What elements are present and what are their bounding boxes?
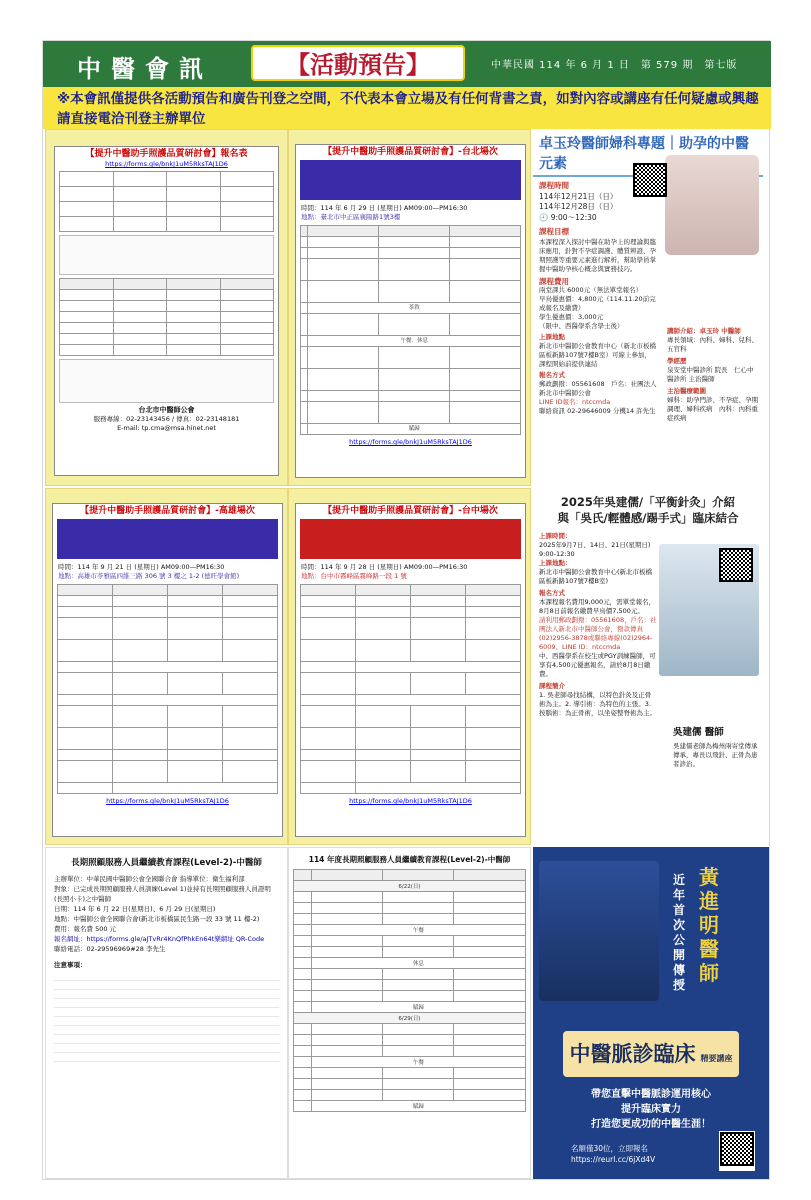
issue-info: 中華民國 114 年 6 月 1 日 第 579 期 第七版 xyxy=(491,60,738,71)
zhuo-fee-1: 兩堂課共 6000元（無法單堂報名） xyxy=(539,285,643,294)
wu-ad xyxy=(533,488,763,847)
wu-title-b: 與「吳氏/輕體感/踢手式」臨床結合 xyxy=(557,511,739,525)
huang-qr[interactable] xyxy=(719,1131,755,1171)
zhuo-time-1: 114年12月21日（日） xyxy=(539,191,618,201)
huang-subtitle: 精要講座 xyxy=(700,1054,733,1063)
huang-vertical-b: 黃進明醫師 xyxy=(699,865,719,985)
ltc-end-2: 賦歸 xyxy=(311,1101,525,1112)
ltc-lunch-2: 午餐 xyxy=(311,1057,525,1068)
ltc-title: 長期照顧服務人員繼續教育課程(Level-2)-中醫師 xyxy=(71,858,262,868)
registration-card xyxy=(45,129,288,486)
zhuo-pay: 郵政劃撥：05561608 戶名：社團法人新北市中醫師公會 xyxy=(539,379,657,397)
wu-bio: 吳建儒老師為梅州兩寄堂傳承傳承，專長以飛針、正骨為患者診治。 xyxy=(673,742,758,768)
zhuo-teacher-heading: 講師介紹：卓玉玲 中醫師 xyxy=(667,327,741,335)
zhuo-time-heading: 課程時間 xyxy=(539,181,569,190)
zhuo-spec-heading: 主治醫療範圍 xyxy=(667,387,706,395)
kaohsiung-url[interactable]: https://forms.gle/bnkJ1uM5RksTAJ1D6 xyxy=(106,797,229,805)
huang-photo xyxy=(539,861,659,1001)
kaohsiung-title: 【提升中醫助手照護品質研討會】-高雄場次 xyxy=(80,506,255,516)
ltc-lunch-1: 午餐 xyxy=(311,925,525,936)
taichung-date: 時間：114 年 9 月 28 日 (星期日) AM09:00—PM16:30 xyxy=(301,563,468,571)
wu-place-heading: 上課地點： xyxy=(539,559,572,567)
wu-qr[interactable] xyxy=(719,548,753,586)
wu-signup-2: 請利用郵政劃撥：05561608，戶名：社團法人新北市中醫師公會，撥款傳真(02)2956-3878或聯絡專線(02)2964-6009、LINE ID：ntccmda xyxy=(539,616,657,651)
zhuo-fee-heading: 課程費用 xyxy=(539,276,569,286)
zhuo-time-2: 114年12月28日（日） xyxy=(539,202,618,211)
kaohsiung-banner xyxy=(57,519,278,559)
kaohsiung-place: 地點：高雄市苓雅區四維三路 306 號 3 樓之 1-2 (德旺學會館) xyxy=(58,572,240,580)
wu-content: 1. 吳老師尋找結構，以特色針灸及正骨術為主。2. 導引術：為特色的主張。3. 按腦術：為正骨術，以坐姿整脊術為主。 xyxy=(539,691,656,717)
taichung-sheet xyxy=(295,503,526,837)
ltc-line-6[interactable]: 報名網址：https://forms.gle/aJTvRr4KnQfPhkEn64t樂網址 QR-Code xyxy=(54,935,265,943)
header-bar xyxy=(43,41,771,87)
zhuo-exp: 泉安堂中醫診所 院長 仁心中醫診所 主治醫師 xyxy=(667,366,754,383)
huang-line-3: 打造您更成功的中醫生涯！ xyxy=(591,1119,711,1130)
taipei-lunch: 午餐．休息 xyxy=(308,336,521,347)
taichung-card xyxy=(288,488,531,845)
huang-ad xyxy=(533,847,769,1179)
zhuo-title: 卓玉玲醫師婦科專題｜助孕的中醫元素 xyxy=(533,129,763,177)
registration-form xyxy=(54,146,279,476)
wu-signup-heading: 報名方式 xyxy=(539,589,565,597)
ltc-notice xyxy=(45,847,288,1179)
zhuo-line: LINE ID報名：ntccmda xyxy=(539,397,611,406)
zhuo-goal-heading: 課程目標 xyxy=(539,227,569,236)
ltc-end-1: 賦歸 xyxy=(311,1002,525,1013)
taipei-end: 賦歸 xyxy=(308,424,521,435)
ltc-line-4: 地點：中醫師公會全國聯合會(新北市板橋區民生路一段 33 號 11 樓-2) xyxy=(54,915,260,923)
taipei-url[interactable]: https://forms.gle/bnkJ1uM5RksTAJ1D6 xyxy=(349,438,472,446)
ltc-line-1: 主辦單位：中華民國中醫師公會全國聯合會 指導單位：衛生福利部 xyxy=(54,875,245,883)
zhuo-fee-3: 學生優惠價：3,000元 xyxy=(539,312,604,321)
wu-doctor: 吳建儒 醫師 xyxy=(673,727,724,738)
taipei-place: 地點：臺北市中正區襄陽路1號3樓 xyxy=(301,213,401,221)
zhuo-fee-4: （限中、西醫學系含學士後） xyxy=(539,321,624,330)
taichung-place: 地點：台中市霧峰區霧峰路一段 1 號 xyxy=(301,572,407,580)
zhuo-fee-2: 早鳥優惠價：4,800元（114.11.20前完成報名及繳費） xyxy=(539,294,656,312)
taipei-title: 【提升中醫助手照護品質研討會】-台北場次 xyxy=(323,147,498,157)
zhuo-qr[interactable] xyxy=(633,163,667,201)
zhuo-phone: 聯絡資訊 02-29646009 分機14 許先生 xyxy=(539,406,656,415)
ltc-notice-body xyxy=(54,972,279,1068)
ltc-day-2: 6/29(日) xyxy=(294,1013,526,1024)
zhuo-time-3: 🕘 9:00～12:30 xyxy=(539,212,597,222)
registration-email: E-mail: tp.cma@msa.hinet.net xyxy=(117,424,216,432)
huang-main-title: 中醫脈診臨床 xyxy=(569,1042,696,1066)
huang-vertical-a: 近年首次公開傳授 xyxy=(673,873,686,992)
doctor-photo xyxy=(665,155,759,255)
ltc-break-1: 休息 xyxy=(311,958,525,969)
taipei-schedule xyxy=(300,225,521,435)
kaohsiung-date: 時間：114 年 9 月 21 日 (星期日) AM09:00—PM16:30 xyxy=(58,563,225,571)
zhuo-goal: 本課程深入探討中醫在助孕上的理論與臨床應用，針對不孕症調護、體質辨證、孕期照護等重要元素進行解析，幫助學員掌握中醫助孕核心概念與實務技巧。 xyxy=(539,237,656,273)
taipei-card xyxy=(288,129,531,486)
taichung-schedule xyxy=(300,584,521,794)
ltc-schedule xyxy=(288,847,531,1179)
zhuo-spec: 婦科：助孕門診、不孕症、孕期調理、婦科疾病 內科：內科重症疾病 xyxy=(667,396,758,422)
ltc-table-title: 114 年度長期照顧服務人員繼續教育課程(Level-2)-中醫師 xyxy=(308,855,511,864)
zhuo-pay-heading: 報名方式 xyxy=(539,370,565,379)
kaohsiung-sheet xyxy=(52,503,283,837)
ltc-notice-heading: 注意事項： xyxy=(54,961,87,969)
fee-table xyxy=(59,278,274,356)
wu-title-a: 2025年吳建儒/「平衡針灸」介紹 xyxy=(560,495,736,509)
ltc-line-3: 日期：114 年 6 月 22 日(星期日)、6 月 29 日(星期日) xyxy=(54,905,216,913)
ltc-day-1: 6/22(日) xyxy=(294,881,526,892)
huang-url[interactable]: https://reurl.cc/6jXd4V xyxy=(571,1155,656,1164)
wu-date: 2025年9月7日、14日、21日(星期日) 9:00-12:30 xyxy=(539,541,651,558)
wu-signup-3: 中、西醫學系在校生或PGY訓練醫師，可享有4,500元優惠報名，請於8月8日繳費。 xyxy=(539,652,656,678)
registration-contact: 服務專線：02-23143456 / 傳真：02-23148181 xyxy=(93,415,240,423)
wu-content-heading: 課程簡介 xyxy=(539,682,565,690)
ltc-line-2: 對象：已完成長期照顧服務人員訓練(Level 1)並持有長期照顧服務人員證明(長照小卡)之中醫師 xyxy=(54,885,271,903)
registration-table xyxy=(59,171,274,232)
wu-signup-1: 本課程報名費用9,000元，需單堂報名，8月8日前報名繳費早鳥價7,500元。 xyxy=(539,598,656,615)
huang-title-box xyxy=(563,1031,739,1077)
taipei-break: 茶敘 xyxy=(308,303,521,314)
huang-line-1: 帶您直擊中醫脈診運用核心 xyxy=(591,1089,711,1100)
taipei-date: 時間：114 年 6 月 29 日 (星期日) AM09:00—PM16:30 xyxy=(301,204,468,212)
ltc-table xyxy=(293,869,526,1112)
zhuo-place-heading: 上課地點 xyxy=(539,332,565,341)
newsletter-page xyxy=(42,40,770,1180)
registration-url[interactable]: https://forms.gle/bnkJ1uM5RksTAJ1D6 xyxy=(105,160,228,168)
kaohsiung-schedule xyxy=(57,584,278,794)
taichung-title: 【提升中醫助手照護品質研討會】-台中場次 xyxy=(323,506,498,516)
huang-qr-caption: 名額僅30位，立即報名 xyxy=(571,1144,649,1153)
wu-place: 新北市中醫師公會教育中心(新北市板橋區板新路107號7樓B室) xyxy=(539,568,653,585)
kaohsiung-card xyxy=(45,488,288,845)
huang-line-2: 提升臨床實力 xyxy=(621,1104,681,1115)
taichung-banner xyxy=(300,519,521,559)
disclaimer-notice: ※本會訊僅提供各活動預告和廣告刊登之空間，不代表本會立場及有任何背書之責，如對內容或講座有任何疑慮或興趣請直接電洽刊登主辦單位 xyxy=(43,87,771,129)
huang-qr-text xyxy=(571,1143,655,1165)
registration-title: 【提升中醫助手照護品質研討會】報名表 xyxy=(85,149,248,159)
section-tag: 【活動預告】 xyxy=(251,45,465,81)
ltc-line-5: 費用：報名費 500 元 xyxy=(54,925,117,933)
registration-org: 台北市中醫師公會 xyxy=(138,406,195,414)
taichung-url[interactable]: https://forms.gle/bnkJ1uM5RksTAJ1D6 xyxy=(349,797,472,805)
wu-date-heading: 上課時間： xyxy=(539,532,572,540)
ltc-line-7: 聯絡電話：02-29596969#28 李先生 xyxy=(54,945,166,953)
zhuo-exp-heading: 學經歷 xyxy=(667,357,687,365)
newsletter-title: 中醫會訊 xyxy=(77,55,213,83)
taipei-sheet xyxy=(295,144,526,478)
zhuo-place: 新北市中醫師公會教育中心（新北市板橋區板新路107號7樓B室）可線上參加，課程開始前提供連結 xyxy=(539,341,656,368)
zhuo-teacher: 專長領域：內科、婦科、兒科、五官科 xyxy=(667,336,758,353)
taipei-banner xyxy=(300,160,521,200)
zhuo-ad xyxy=(533,129,763,488)
